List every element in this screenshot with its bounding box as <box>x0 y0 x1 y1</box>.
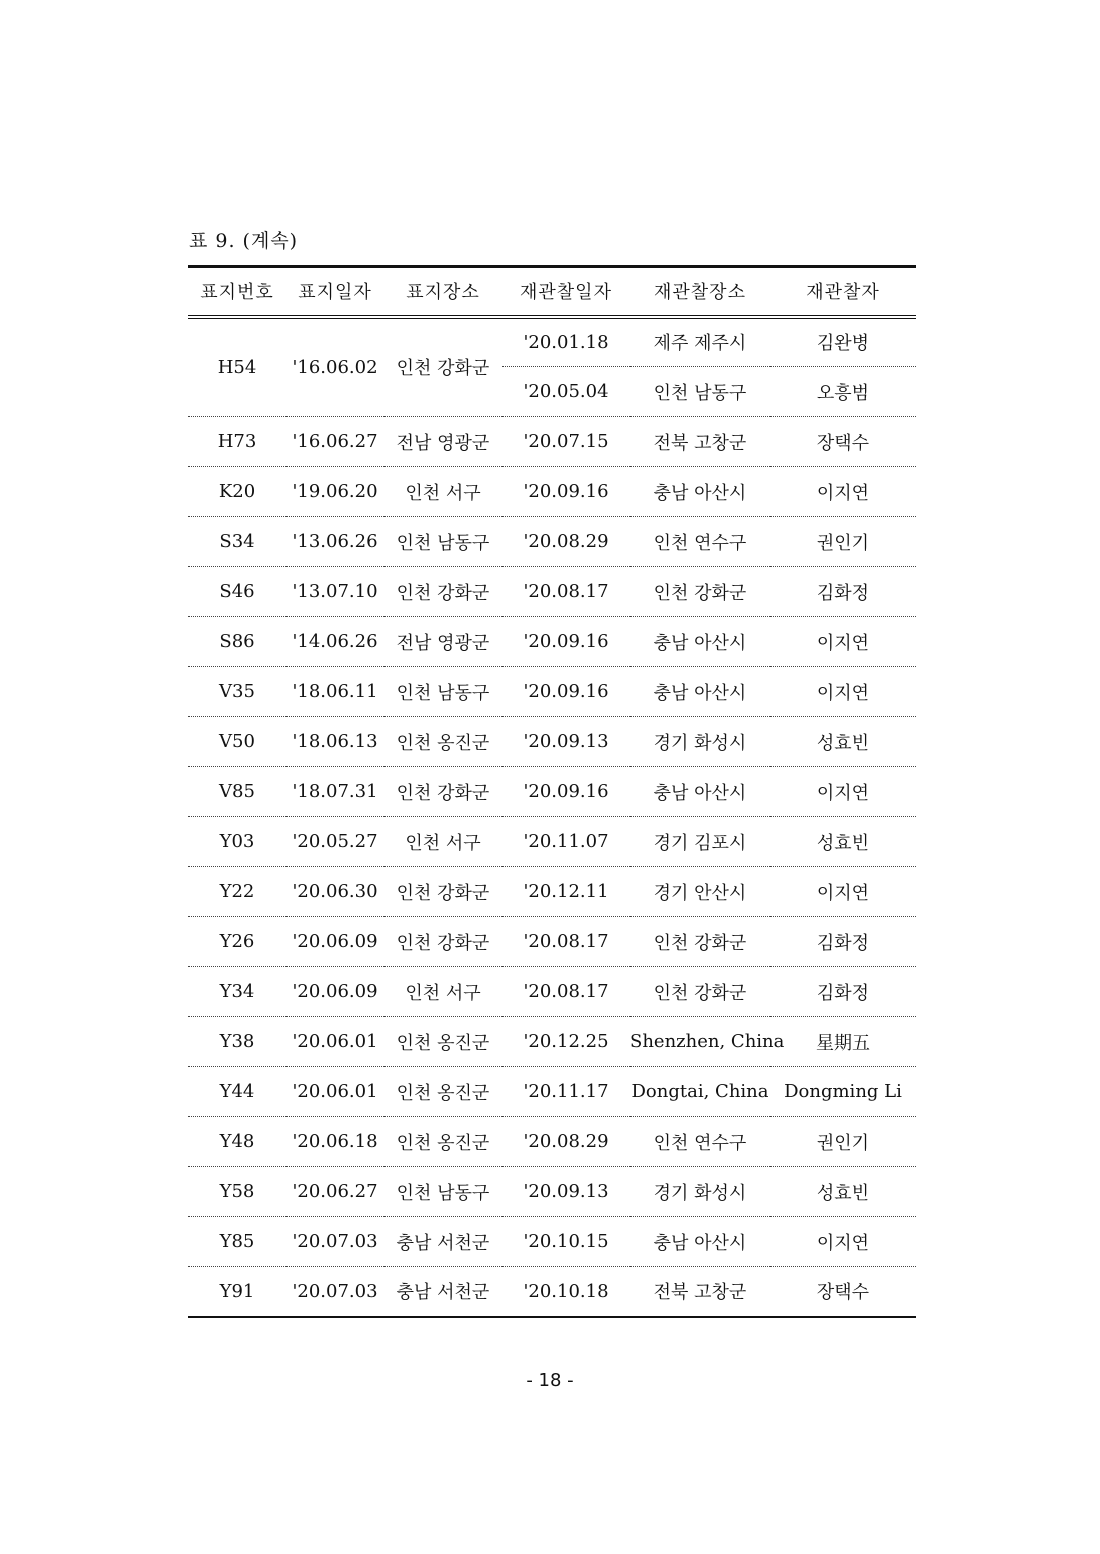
band-date-cell: '13.07.10 <box>286 567 384 617</box>
resight-date-cell: '20.12.11 <box>502 867 630 917</box>
resight-place-cell: 충남 아산시 <box>630 1217 770 1267</box>
band-date-cell: '20.06.18 <box>286 1117 384 1167</box>
band-date-cell: '20.06.30 <box>286 867 384 917</box>
resight-date-cell: '20.07.15 <box>502 417 630 467</box>
observer-cell: Dongming Li <box>770 1067 916 1117</box>
resight-place-cell: 인천 남동구 <box>630 367 770 417</box>
header-band-date: 표지일자 <box>286 267 384 317</box>
band-place-cell: 인천 강화군 <box>384 917 502 967</box>
resight-date-cell: '20.09.13 <box>502 1167 630 1217</box>
band-number-cell: Y58 <box>188 1167 286 1217</box>
resight-place-cell: 충남 아산시 <box>630 667 770 717</box>
observer-cell: 장택수 <box>770 1267 916 1317</box>
band-number-cell: Y91 <box>188 1267 286 1317</box>
resight-place-cell: 경기 안산시 <box>630 867 770 917</box>
band-number-cell: S46 <box>188 567 286 617</box>
resight-place-cell: 인천 연수구 <box>630 1117 770 1167</box>
band-place-cell: 인천 옹진군 <box>384 1067 502 1117</box>
band-number-cell: S34 <box>188 517 286 567</box>
band-number-cell: H73 <box>188 417 286 467</box>
band-date-cell: '20.06.09 <box>286 917 384 967</box>
band-date-cell: '16.06.02 <box>286 317 384 417</box>
resight-date-cell: '20.08.17 <box>502 917 630 967</box>
band-date-cell: '20.07.03 <box>286 1267 384 1317</box>
observer-cell: 星期五 <box>770 1017 916 1067</box>
observer-cell: 오흥범 <box>770 367 916 417</box>
observer-cell: 김화정 <box>770 917 916 967</box>
resight-place-cell: 경기 김포시 <box>630 817 770 867</box>
resight-date-cell: '20.08.17 <box>502 967 630 1017</box>
resight-place-cell: 충남 아산시 <box>630 467 770 517</box>
resight-place-cell: Dongtai, China <box>630 1067 770 1117</box>
table-row <box>188 767 916 817</box>
band-date-cell: '19.06.20 <box>286 467 384 517</box>
observer-cell: 권인기 <box>770 1117 916 1167</box>
table-row <box>188 567 916 617</box>
table-row <box>188 867 916 917</box>
resight-date-cell: '20.09.16 <box>502 617 630 667</box>
band-place-cell: 인천 강화군 <box>384 767 502 817</box>
band-place-cell: 충남 서천군 <box>384 1217 502 1267</box>
band-place-cell: 전남 영광군 <box>384 417 502 467</box>
band-place-cell: 인천 옹진군 <box>384 717 502 767</box>
band-date-cell: '18.07.31 <box>286 767 384 817</box>
band-place-cell: 인천 남동구 <box>384 1167 502 1217</box>
table-row <box>188 667 916 717</box>
band-number-cell: Y26 <box>188 917 286 967</box>
band-number-cell: H54 <box>188 317 286 417</box>
band-number-cell: Y38 <box>188 1017 286 1067</box>
resight-date-cell: '20.05.04 <box>502 367 630 417</box>
resight-place-cell: 전북 고창군 <box>630 417 770 467</box>
band-place-cell: 인천 서구 <box>384 967 502 1017</box>
header-band-place: 표지장소 <box>384 267 502 317</box>
observer-cell: 이지연 <box>770 867 916 917</box>
header-observer: 재관찰자 <box>770 267 916 317</box>
resight-date-cell: '20.08.17 <box>502 567 630 617</box>
observer-cell: 장택수 <box>770 417 916 467</box>
table-row <box>188 417 916 467</box>
band-number-cell: Y48 <box>188 1117 286 1167</box>
header-band-number: 표지번호 <box>188 267 286 317</box>
band-date-cell: '20.06.27 <box>286 1167 384 1217</box>
band-date-cell: '20.07.03 <box>286 1217 384 1267</box>
band-number-cell: S86 <box>188 617 286 667</box>
observer-cell: 김완병 <box>770 317 916 367</box>
header-resight-place: 재관찰장소 <box>630 267 770 317</box>
table-row <box>188 817 916 867</box>
resight-date-cell: '20.11.17 <box>502 1067 630 1117</box>
band-date-cell: '20.06.01 <box>286 1017 384 1067</box>
resight-date-cell: '20.08.29 <box>502 517 630 567</box>
table-row <box>188 917 916 967</box>
resight-place-cell: 인천 강화군 <box>630 917 770 967</box>
table-row <box>188 467 916 517</box>
band-place-cell: 인천 서구 <box>384 467 502 517</box>
observer-cell: 이지연 <box>770 667 916 717</box>
band-number-cell: Y34 <box>188 967 286 1017</box>
band-place-cell: 인천 남동구 <box>384 667 502 717</box>
band-date-cell: '13.06.26 <box>286 517 384 567</box>
observer-cell: 이지연 <box>770 767 916 817</box>
band-place-cell: 인천 강화군 <box>384 867 502 917</box>
band-place-cell: 인천 옹진군 <box>384 1017 502 1067</box>
band-number-cell: Y03 <box>188 817 286 867</box>
resight-date-cell: '20.09.16 <box>502 467 630 517</box>
resight-place-cell: Shenzhen, China <box>630 1017 770 1067</box>
resight-date-cell: '20.09.13 <box>502 717 630 767</box>
table-row <box>188 1067 916 1117</box>
resight-place-cell: 인천 연수구 <box>630 517 770 567</box>
band-date-cell: '20.05.27 <box>286 817 384 867</box>
resight-place-cell: 충남 아산시 <box>630 617 770 667</box>
observer-cell: 권인기 <box>770 517 916 567</box>
band-number-cell: K20 <box>188 467 286 517</box>
observer-cell: 성효빈 <box>770 817 916 867</box>
resight-place-cell: 경기 화성시 <box>630 1167 770 1217</box>
table-row <box>188 1117 916 1167</box>
band-date-cell: '20.06.01 <box>286 1067 384 1117</box>
band-place-cell: 인천 강화군 <box>384 567 502 617</box>
band-number-cell: Y44 <box>188 1067 286 1117</box>
resight-date-cell: '20.11.07 <box>502 817 630 867</box>
band-number-cell: V50 <box>188 717 286 767</box>
band-date-cell: '20.06.09 <box>286 967 384 1017</box>
band-place-cell: 인천 서구 <box>384 817 502 867</box>
band-number-cell: Y22 <box>188 867 286 917</box>
resight-place-cell: 전북 고창군 <box>630 1267 770 1317</box>
observer-cell: 이지연 <box>770 467 916 517</box>
table-caption: 표 9. (계속) <box>189 230 299 252</box>
observer-cell: 성효빈 <box>770 717 916 767</box>
header-resight-date: 재관찰일자 <box>502 267 630 317</box>
table-row <box>188 1167 916 1217</box>
resight-date-cell: '20.10.18 <box>502 1267 630 1317</box>
band-recovery-table <box>188 265 916 1318</box>
band-date-cell: '18.06.11 <box>286 667 384 717</box>
band-place-cell: 인천 강화군 <box>384 317 502 417</box>
resight-place-cell: 경기 화성시 <box>630 717 770 767</box>
band-place-cell: 인천 옹진군 <box>384 1117 502 1167</box>
observer-cell: 이지연 <box>770 617 916 667</box>
band-number-cell: V85 <box>188 767 286 817</box>
observer-cell: 성효빈 <box>770 1167 916 1217</box>
resight-date-cell: '20.10.15 <box>502 1217 630 1267</box>
table-row <box>188 1017 916 1067</box>
band-date-cell: '16.06.27 <box>286 417 384 467</box>
band-date-cell: '14.06.26 <box>286 617 384 667</box>
observer-cell: 김화정 <box>770 967 916 1017</box>
table-row <box>188 717 916 767</box>
table-row <box>188 617 916 667</box>
resight-place-cell: 충남 아산시 <box>630 767 770 817</box>
band-number-cell: Y85 <box>188 1217 286 1267</box>
resight-place-cell: 제주 제주시 <box>630 317 770 367</box>
observer-cell: 이지연 <box>770 1217 916 1267</box>
band-place-cell: 충남 서천군 <box>384 1267 502 1317</box>
table-row <box>188 317 916 367</box>
table-row <box>188 1217 916 1267</box>
resight-date-cell: '20.12.25 <box>502 1017 630 1067</box>
table-header-row <box>188 267 916 317</box>
resight-place-cell: 인천 강화군 <box>630 567 770 617</box>
band-number-cell: V35 <box>188 667 286 717</box>
band-date-cell: '18.06.13 <box>286 717 384 767</box>
resight-date-cell: '20.08.29 <box>502 1117 630 1167</box>
table-row <box>188 517 916 567</box>
band-place-cell: 인천 남동구 <box>384 517 502 567</box>
resight-date-cell: '20.01.18 <box>502 317 630 367</box>
table-row <box>188 967 916 1017</box>
observer-cell: 김화정 <box>770 567 916 617</box>
resight-date-cell: '20.09.16 <box>502 667 630 717</box>
band-place-cell: 전남 영광군 <box>384 617 502 667</box>
resight-date-cell: '20.09.16 <box>502 767 630 817</box>
page-number: - 18 - <box>526 1370 574 1391</box>
resight-place-cell: 인천 강화군 <box>630 967 770 1017</box>
table-row <box>188 1267 916 1317</box>
